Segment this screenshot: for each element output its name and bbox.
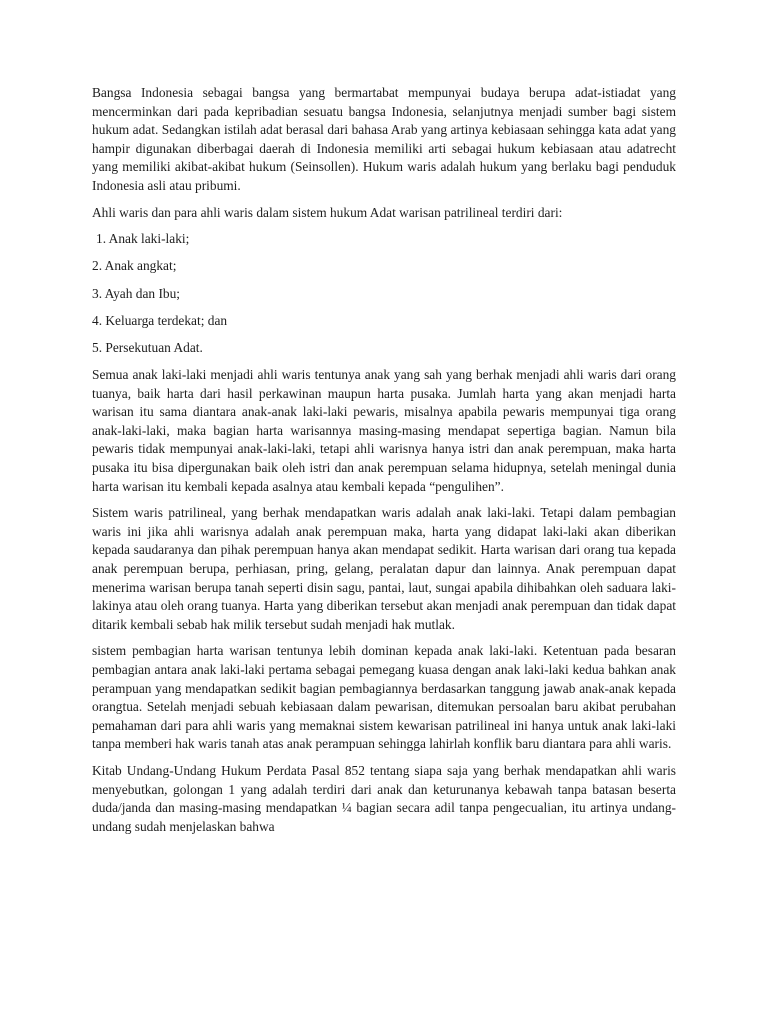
list-item: 4. Keluarga terdekat; dan — [92, 312, 228, 328]
paragraph-distribution: sistem pembagian harta warisan tentunya lebih dominan kepada anak laki-laki. Ketentuan pada besaran pembagian antara anak laki-laki pertama sebagai pemegang kuasa dengan anak laki-laki kedua bahkan anak perampuan yang mendapatkan sedikit bagian pembagiannya berdasarkan tanggung jawab anak-anak kepada orangtua. Setelah menjadi sebuah kebiasaan dalam pewarisan, ditemukan persoalan baru akibat perubahan pemahaman dari para ahli waris yang memaknai sistem kewarisan patrilineal ini hanya untuk anak laki-laki tanpa memberi hak waris tanah atas anak perampuan sehingga lahirlah konflik baru diantara para ahli waris. — [92, 643, 676, 752]
list-item: 2. Anak angkat; — [92, 258, 177, 274]
document-page — [92, 84, 676, 844]
paragraph-sons-inheritance: Semua anak laki-laki menjadi ahli waris tentunya anak yang sah yang berhak menjadi ahli waris dari orang tuanya, baik harta dari hasil perkawinan maupun harta pusaka. Jumlah harta yang akan menjadi harta warisan itu sama diantara anak-anak laki-laki pewaris, misalnya apabila pewaris mempunyai tiga orang anak-laki-laki, maka bagian harta warisannya masing-masing mendapat sepertiga bagian. Namun bila pewaris tidak mempunyai anak-laki-laki, tetapi ahli warisnya hanya istri dan anak perempuan, maka harta pusaka itu bisa dipergunakan baik oleh istri dan anak perempuan selama hidupnya, setelah meningal dunia harta warisan itu kembali kepada asalnya atau kembali kepada “pengulihen”. — [92, 367, 676, 494]
heirs-list — [92, 230, 676, 357]
paragraph-heirs-heading: Ahli waris dan para ahli waris dalam sistem hukum Adat warisan patrilineal terdiri dari: — [92, 204, 563, 220]
paragraph-intro: Bangsa Indonesia sebagai bangsa yang bermartabat mempunyai budaya berupa adat-istiadat yang mencerminkan dari pada kepribadian sesuatu bangsa Indonesia, selanjutnya menjadi sumber bagi sistem hukum adat. Sedangkan istilah adat berasal dari bahasa Arab yang artinya kebiasaan sehingga kata adat yang hampir digunakan diberbagai daerah di Indonesia memiliki arti sebagai hukum kebiasaan atau adatrecht yang memiliki akibat-akibat hukum (Seinsollen). Hukum waris adalah hukum yang berlaku bagi penduduk Indonesia asli atau pribumi. — [92, 85, 676, 193]
paragraph-civil-code: Kitab Undang-Undang Hukum Perdata Pasal 852 tentang siapa saja yang berhak mendapatkan ahli waris menyebutkan, golongan 1 yang adalah terdiri dari anak dan keturunanya kebawah tanpa batasan beserta duda/janda dan masing-masing mendapatkan ¼ bagian secara adil tanpa pengecualian, itu artinya undang-undang sudah menjelaskan bahwa — [92, 762, 676, 834]
list-item: 3. Ayah dan Ibu; — [92, 285, 181, 301]
list-item: 5. Persekutuan Adat. — [92, 339, 203, 355]
paragraph-patrilineal-system: Sistem waris patrilineal, yang berhak mendapatkan waris adalah anak laki-laki. Tetapi dalam pembagian waris ini jika ahli warisnya adalah anak perempuan maka, harta yang didapat laki-laki akan diberikan kepada saudaranya dan pihak perempuan hanya akan mendapat sedikit. Harta warisan dari orang tua kepada anak perempuan berupa, perhiasan, pring, gelang, peralatan dapur dan lainnya. Anak perempuan dapat menerima warisan berupa tanah seperti disin sagu, pantai, laut, sungai apabila dihibahkan oleh saduara laki-lakinya atau oleh orang tuanya. Harta yang diberikan tersebut akan menjadi anak perempuan dan tidak dapat ditarik kembali sebab hak milik tersebut sudah menjadi hak mutlak. — [92, 505, 676, 632]
list-item: 1. Anak laki-laki; — [96, 231, 190, 247]
